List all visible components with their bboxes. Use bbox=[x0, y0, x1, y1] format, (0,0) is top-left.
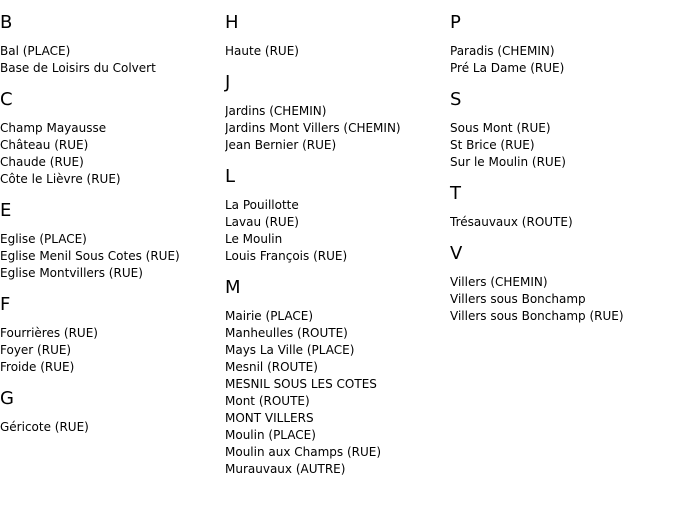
street-link[interactable]: MESNIL SOUS LES COTES bbox=[225, 377, 377, 391]
list-item[interactable] bbox=[0, 248, 225, 265]
street-link[interactable]: Lavau (RUE) bbox=[225, 215, 299, 229]
list-item[interactable] bbox=[0, 43, 225, 60]
street-link[interactable]: Château (RUE) bbox=[0, 138, 89, 152]
list-item[interactable] bbox=[0, 171, 225, 188]
street-list bbox=[225, 94, 450, 154]
street-link[interactable]: Eglise (PLACE) bbox=[0, 232, 87, 246]
list-item[interactable] bbox=[0, 154, 225, 171]
street-link[interactable]: Sur le Moulin (RUE) bbox=[450, 155, 566, 169]
list-item[interactable] bbox=[0, 60, 225, 77]
street-link[interactable]: Mont (ROUTE) bbox=[225, 394, 310, 408]
list-item[interactable] bbox=[225, 325, 450, 342]
letter-section-s bbox=[450, 77, 675, 171]
list-item[interactable] bbox=[450, 120, 675, 137]
list-item[interactable] bbox=[225, 43, 450, 60]
street-link[interactable]: Le Moulin bbox=[225, 232, 283, 246]
letter-section-g bbox=[0, 376, 225, 436]
street-link[interactable]: Géricote (RUE) bbox=[0, 420, 89, 434]
list-item[interactable] bbox=[450, 274, 675, 291]
section-letter: F bbox=[0, 294, 11, 315]
street-link[interactable]: Villers (CHEMIN) bbox=[450, 275, 548, 289]
street-link[interactable]: Villers sous Bonchamp (RUE) bbox=[450, 309, 624, 323]
list-item[interactable] bbox=[450, 154, 675, 171]
street-link[interactable]: Manheulles (ROUTE) bbox=[225, 326, 348, 340]
letter-section-e bbox=[0, 188, 225, 282]
street-index-column-1 bbox=[0, 0, 225, 436]
section-letter: C bbox=[0, 89, 13, 110]
list-item[interactable] bbox=[225, 359, 450, 376]
section-letter: V bbox=[450, 243, 463, 264]
street-link[interactable]: Foyer (RUE) bbox=[0, 343, 72, 357]
street-link[interactable]: Villers sous Bonchamp bbox=[450, 292, 586, 306]
section-letter: S bbox=[450, 89, 462, 110]
section-letter: T bbox=[450, 183, 461, 204]
section-letter: M bbox=[225, 277, 241, 298]
street-list bbox=[0, 111, 225, 188]
list-item[interactable] bbox=[450, 60, 675, 77]
letter-section-t bbox=[450, 171, 675, 231]
street-link[interactable]: Sous Mont (RUE) bbox=[450, 121, 551, 135]
street-list bbox=[450, 111, 675, 171]
letter-section-j bbox=[225, 60, 450, 154]
street-list bbox=[0, 316, 225, 376]
street-link[interactable]: Pré La Dame (RUE) bbox=[450, 61, 565, 75]
list-item[interactable] bbox=[0, 419, 225, 436]
street-list bbox=[450, 34, 675, 77]
street-link[interactable]: Murauvaux (AUTRE) bbox=[225, 462, 346, 476]
street-list bbox=[225, 299, 450, 478]
list-item[interactable] bbox=[450, 214, 675, 231]
letter-section-l bbox=[225, 154, 450, 265]
list-item[interactable] bbox=[0, 265, 225, 282]
letter-section-c bbox=[0, 77, 225, 188]
street-link[interactable]: Bal (PLACE) bbox=[0, 44, 71, 58]
list-item[interactable] bbox=[225, 214, 450, 231]
street-link[interactable]: Côte le Lièvre (RUE) bbox=[0, 172, 121, 186]
street-link[interactable]: Eglise Menil Sous Cotes (RUE) bbox=[0, 249, 180, 263]
street-link[interactable]: St Brice (RUE) bbox=[450, 138, 535, 152]
letter-section-p bbox=[450, 0, 675, 77]
section-letter: B bbox=[0, 12, 13, 33]
list-item[interactable] bbox=[225, 461, 450, 478]
letter-section-m bbox=[225, 265, 450, 478]
street-list bbox=[225, 188, 450, 265]
list-item[interactable] bbox=[450, 308, 675, 325]
section-letter: G bbox=[0, 388, 14, 409]
section-letter: P bbox=[450, 12, 461, 33]
list-item[interactable] bbox=[225, 197, 450, 214]
street-link[interactable]: Froide (RUE) bbox=[0, 360, 75, 374]
section-letter: J bbox=[225, 72, 231, 93]
street-link[interactable]: Moulin aux Champs (RUE) bbox=[225, 445, 382, 459]
list-item[interactable] bbox=[450, 43, 675, 60]
street-link[interactable]: Jardins (CHEMIN) bbox=[225, 104, 327, 118]
street-index-column-2 bbox=[225, 0, 450, 478]
list-item[interactable] bbox=[225, 248, 450, 265]
section-letter: E bbox=[0, 200, 12, 221]
letter-section-f bbox=[0, 282, 225, 376]
street-index-column-3 bbox=[450, 0, 675, 325]
street-list bbox=[450, 205, 675, 231]
list-item[interactable] bbox=[225, 376, 450, 393]
list-item[interactable] bbox=[450, 137, 675, 154]
list-item[interactable] bbox=[225, 393, 450, 410]
section-letter: L bbox=[225, 166, 236, 187]
list-item[interactable] bbox=[0, 231, 225, 248]
street-link[interactable]: Haute (RUE) bbox=[225, 44, 299, 58]
list-item[interactable] bbox=[225, 231, 450, 248]
street-link[interactable]: Eglise Montvillers (RUE) bbox=[0, 266, 143, 280]
street-link[interactable]: Jardins Mont Villers (CHEMIN) bbox=[225, 121, 401, 135]
street-link[interactable]: Base de Loisirs du Colvert bbox=[0, 61, 156, 75]
street-link[interactable]: Trésauvaux (ROUTE) bbox=[450, 215, 573, 229]
street-link[interactable]: Chaude (RUE) bbox=[0, 155, 84, 169]
list-item[interactable] bbox=[0, 359, 225, 376]
list-item[interactable] bbox=[225, 103, 450, 120]
street-link[interactable]: Louis François (RUE) bbox=[225, 249, 348, 263]
list-item[interactable] bbox=[225, 444, 450, 461]
list-item[interactable] bbox=[225, 308, 450, 325]
list-item[interactable] bbox=[0, 120, 225, 137]
list-item[interactable] bbox=[225, 120, 450, 137]
list-item[interactable] bbox=[0, 325, 225, 342]
street-link[interactable]: Jean Bernier (RUE) bbox=[225, 138, 337, 152]
letter-section-b bbox=[0, 0, 225, 77]
street-link[interactable]: Champ Mayausse bbox=[0, 121, 107, 135]
street-list bbox=[450, 265, 675, 325]
list-item[interactable] bbox=[0, 342, 225, 359]
street-link[interactable]: Mays La Ville (PLACE) bbox=[225, 343, 355, 357]
street-list bbox=[225, 34, 450, 60]
section-letter: H bbox=[225, 12, 239, 33]
list-item[interactable] bbox=[225, 137, 450, 154]
street-list bbox=[0, 222, 225, 282]
list-item[interactable] bbox=[225, 410, 450, 427]
street-list bbox=[0, 34, 225, 77]
list-item[interactable] bbox=[225, 427, 450, 444]
letter-section-v bbox=[450, 231, 675, 325]
street-link[interactable]: Fourrières (RUE) bbox=[0, 326, 98, 340]
list-item[interactable] bbox=[450, 291, 675, 308]
list-item[interactable] bbox=[0, 137, 225, 154]
street-link[interactable]: Paradis (CHEMIN) bbox=[450, 44, 555, 58]
street-link[interactable]: MONT VILLERS bbox=[225, 411, 314, 425]
list-item[interactable] bbox=[225, 342, 450, 359]
street-link[interactable]: Moulin (PLACE) bbox=[225, 428, 316, 442]
letter-section-h bbox=[225, 0, 450, 60]
street-list bbox=[0, 410, 225, 436]
street-link[interactable]: Mesnil (ROUTE) bbox=[225, 360, 318, 374]
street-link[interactable]: Mairie (PLACE) bbox=[225, 309, 314, 323]
street-link[interactable]: La Pouillotte bbox=[225, 198, 299, 212]
